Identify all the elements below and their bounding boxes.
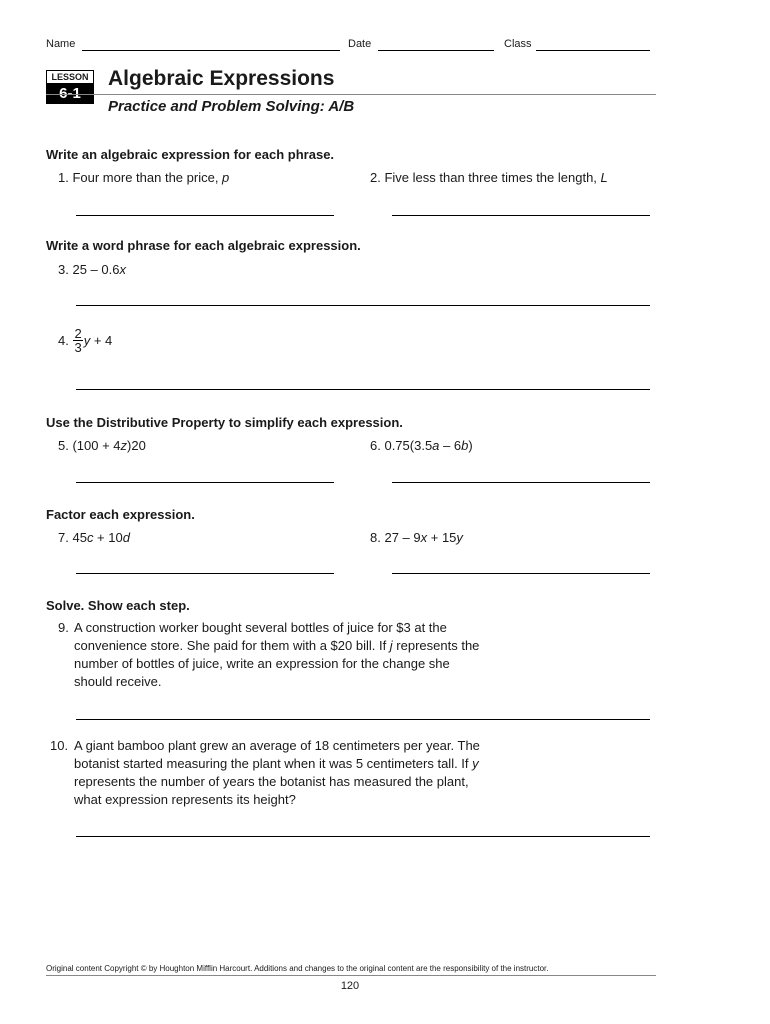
answer-line-3[interactable] [76,305,650,306]
title-divider [46,94,656,95]
class-label: Class [504,38,532,50]
page-number: 120 [340,980,360,992]
copyright-notice: Original content Copyright © by Houghton Mifflin Harcourt. Additions and changes to the original content are the responsibility of the instructor. [46,964,549,973]
problem-10: A giant bamboo plant grew an average of 18 centimeters per year. The botanist started measuring the plant when it was 5 centimeters tall. If y represents the number of years the botanist has measured the plant, what expression represents its height? [74,738,480,807]
problem-4: 4. $\frac{2}{3}$ y + 4 [58,326,113,355]
problem-6: 6. 0.75(3.5a – 6b) [370,438,473,453]
name-label: Name [46,38,76,50]
fraction: $\frac{2}{3}$ [74,326,82,355]
answer-line-9[interactable] [76,719,650,720]
lesson-badge-label: LESSON [46,70,94,84]
page-subtitle: Practice and Problem Solving: A/B [108,98,355,115]
date-label: Date [348,38,372,50]
problem-2: 2. Five less than three times the length, L [370,170,608,185]
section-heading-5: Solve. Show each step. [46,598,190,613]
lesson-badge-number: 6-1 [46,84,94,104]
problem-7: 7. 45c + 10d [58,530,130,545]
answer-line-6[interactable] [392,482,650,483]
footer-divider [46,975,656,976]
answer-line-4[interactable] [76,389,650,390]
problem-5: 5. (100 + 4z)20 [58,438,146,453]
problem-3: 3. 25 – 0.6x [58,262,126,277]
answer-line-1[interactable] [76,215,334,216]
section-heading-4: Factor each expression. [46,507,195,522]
answer-line-5[interactable] [76,482,334,483]
section-heading-1: Write an algebraic expression for each phrase. [46,147,335,162]
problem-9: A construction worker bought several bottles of juice for $3 at the convenience store. She paid for them with a $20 bill. If j represents the number of bottles of juice, write an expression for the change she should receive. [74,620,480,689]
name-field[interactable] [82,50,340,51]
answer-line-7[interactable] [76,573,334,574]
class-field[interactable] [536,50,650,51]
answer-line-10[interactable] [76,836,650,837]
page-title: Algebraic Expressions [108,67,335,90]
answer-line-2[interactable] [392,215,650,216]
section-heading-2: Write a word phrase for each algebraic expression. [46,238,361,253]
problem-9-number: 9. [58,620,69,635]
section-heading-3: Use the Distributive Property to simplify each expression. [46,415,403,430]
problem-10-number: 10. [50,738,69,753]
date-field[interactable] [378,50,494,51]
problem-1: 1. Four more than the price, p [58,170,230,185]
answer-line-8[interactable] [392,573,650,574]
problem-8: 8. 27 – 9x + 15y [370,530,463,545]
